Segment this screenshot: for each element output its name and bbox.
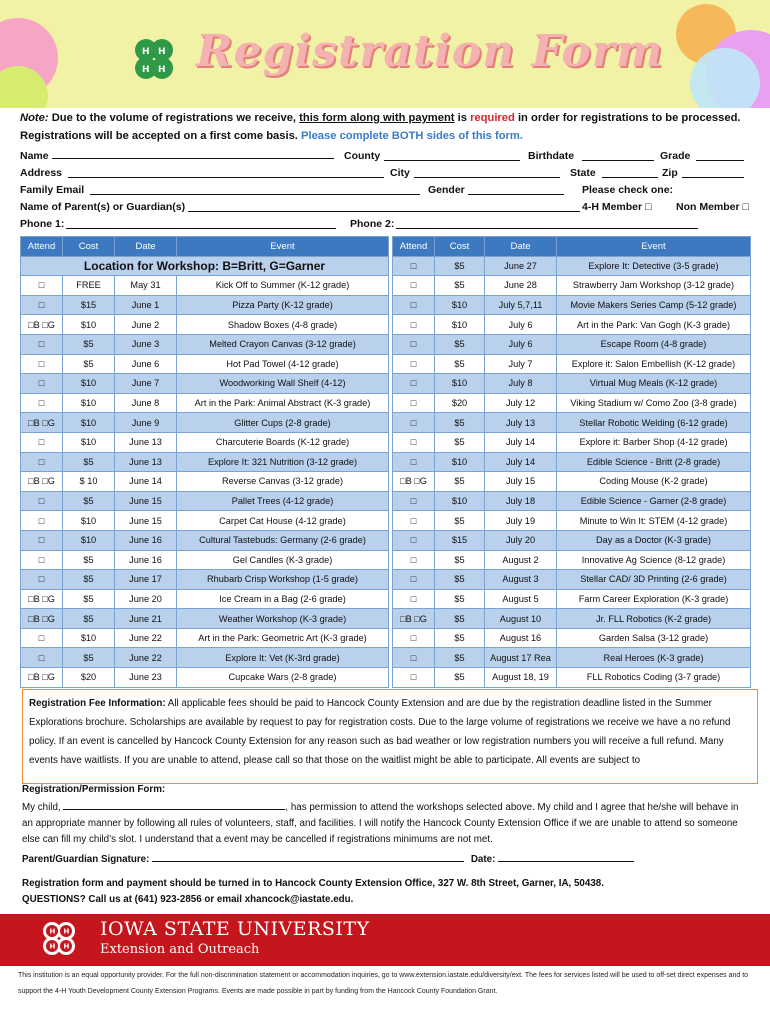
attend-checkbox[interactable]: □ xyxy=(21,276,63,296)
cost-cell: $5 xyxy=(63,334,115,354)
event-cell: Shadow Boxes (4-8 grade) xyxy=(177,315,389,335)
cost-cell: $5 xyxy=(435,276,485,296)
attend-checkbox[interactable]: □ xyxy=(21,295,63,315)
cost-cell: $5 xyxy=(435,550,485,570)
event-cell: Coding Mouse (K-2 grade) xyxy=(557,472,751,492)
attend-checkbox[interactable]: □ xyxy=(21,570,63,590)
member-checkbox[interactable]: 4-H Member □ xyxy=(582,201,652,213)
cost-cell: $5 xyxy=(435,472,485,492)
cost-cell: $5 xyxy=(435,668,485,688)
attend-checkbox[interactable]: □ xyxy=(393,393,435,413)
date-cell: June 1 xyxy=(115,295,177,315)
date-cell: July 8 xyxy=(485,374,557,394)
table-row xyxy=(21,452,751,472)
phone2-label: Phone 2: xyxy=(350,218,395,230)
date-cell: June 20 xyxy=(115,589,177,609)
questions-text: QUESTIONS? Call us at (641) 923-2856 or email xhancock@iastate.edu. xyxy=(22,894,354,905)
date-cell: August 17 Rea xyxy=(485,648,557,668)
table-header xyxy=(21,237,751,257)
fee-info-box xyxy=(22,689,758,784)
event-cell: Rhubarb Crisp Workshop (1-5 grade) xyxy=(177,570,389,590)
isu-extension: Extension and Outreach xyxy=(100,942,260,957)
attend-checkbox[interactable]: □ xyxy=(393,432,435,452)
event-cell: Escape Room (4-8 grade) xyxy=(557,334,751,354)
event-cell: Virtual Mug Meals (K-12 grade) xyxy=(557,374,751,394)
date-cell: June 22 xyxy=(115,648,177,668)
attend-checkbox[interactable]: □B □G xyxy=(21,668,63,688)
svg-text:H: H xyxy=(49,942,56,951)
turn-in-text: Registration form and payment should be turned in to Hancock County Extension Office, 327 W. 8th Street, Garner, IA, 50438. xyxy=(22,878,604,889)
note-text xyxy=(20,109,760,145)
event-cell: Woodworking Wall Shelf (4-12) xyxy=(177,374,389,394)
table-row xyxy=(21,609,751,629)
attend-checkbox[interactable]: □ xyxy=(21,452,63,472)
attend-checkbox[interactable]: □ xyxy=(21,628,63,648)
table-row xyxy=(21,334,751,354)
fee-label: Registration Fee Information: xyxy=(29,698,166,709)
cost-cell: $10 xyxy=(435,374,485,394)
cost-cell: $5 xyxy=(63,452,115,472)
date-cell: June 15 xyxy=(115,511,177,531)
event-cell: Pizza Party (K-12 grade) xyxy=(177,295,389,315)
date-cell: June 16 xyxy=(115,550,177,570)
event-cell: Explore it: Salon Embellish (K-12 grade) xyxy=(557,354,751,374)
col-header: Cost xyxy=(63,237,115,257)
cost-cell: $5 xyxy=(63,354,115,374)
attend-checkbox[interactable]: □ xyxy=(393,354,435,374)
attend-checkbox[interactable]: □B □G xyxy=(393,472,435,492)
event-cell: Pallet Trees (4-12 grade) xyxy=(177,491,389,511)
event-cell: Explore It: Vet (K-3rd grade) xyxy=(177,648,389,668)
table-row xyxy=(21,511,751,531)
date-cell: June 21 xyxy=(115,609,177,629)
cost-cell: $10 xyxy=(63,315,115,335)
attend-checkbox[interactable]: □B □G xyxy=(21,472,63,492)
date-cell: June 14 xyxy=(115,472,177,492)
col-header: Attend xyxy=(393,237,435,257)
event-cell: Edible Science - Garner (2-8 grade) xyxy=(557,491,751,511)
date-cell: July 14 xyxy=(485,432,557,452)
signature-field[interactable] xyxy=(152,854,464,865)
attend-checkbox[interactable]: □ xyxy=(393,530,435,550)
cost-cell: $15 xyxy=(435,530,485,550)
date-cell: May 31 xyxy=(115,276,177,296)
permission-heading: Registration/Permission Form: xyxy=(22,784,166,795)
date-cell: June 7 xyxy=(115,374,177,394)
cost-cell: $5 xyxy=(435,256,485,276)
attend-checkbox[interactable]: □ xyxy=(393,668,435,688)
table-row xyxy=(21,256,751,276)
date-cell: June 3 xyxy=(115,334,177,354)
4h-clover-icon xyxy=(128,34,180,86)
attend-checkbox[interactable]: □ xyxy=(21,530,63,550)
permission-text: , has permission to attend the workshops selected above. My child and I agree that he/she will behave in an appropriate manner by following all rules of volunteers, staff, and facilities. I will notify the Hancock County Extension Office if we are unable to attend so someone else can fill my child’s slot. I understand that a event may be cancelled if registrations minimums are not met. xyxy=(22,802,739,845)
event-cell: Art in the Park: Geometric Art (K-3 grade) xyxy=(177,628,389,648)
cost-cell: $10 xyxy=(435,315,485,335)
event-cell: Hot Pad Towel (4-12 grade) xyxy=(177,354,389,374)
attend-checkbox[interactable]: □ xyxy=(21,374,63,394)
date-cell: July 5,7,11 xyxy=(485,295,557,315)
attend-checkbox[interactable]: □B □G xyxy=(21,609,63,629)
county-label: County xyxy=(344,150,381,162)
cost-cell: $10 xyxy=(63,393,115,413)
attend-checkbox[interactable]: □ xyxy=(393,295,435,315)
date-cell: July 7 xyxy=(485,354,557,374)
birthdate-label: Birthdate xyxy=(528,150,575,162)
attend-checkbox[interactable]: □ xyxy=(21,354,63,374)
col-header: Cost xyxy=(435,237,485,257)
event-cell: Ice Cream in a Bag (2-6 grade) xyxy=(177,589,389,609)
header-banner xyxy=(0,0,770,108)
family-email-label: Family Email xyxy=(20,184,85,196)
attend-checkbox[interactable]: □ xyxy=(393,570,435,590)
cost-cell: $10 xyxy=(435,295,485,315)
attend-checkbox[interactable]: □ xyxy=(21,393,63,413)
phone1-label: Phone 1: xyxy=(20,218,65,230)
table-row xyxy=(21,491,751,511)
cost-cell: $5 xyxy=(63,589,115,609)
child-name-field[interactable] xyxy=(63,802,285,813)
col-header: Event xyxy=(557,237,751,257)
date-cell: July 14 xyxy=(485,452,557,472)
check-one-label: Please check one: xyxy=(582,184,674,196)
date-cell: June 28 xyxy=(485,276,557,296)
date-cell: July 6 xyxy=(485,334,557,354)
col-header: Date xyxy=(485,237,557,257)
note-underlined: this form along with payment xyxy=(299,112,455,124)
attend-checkbox[interactable]: □ xyxy=(21,491,63,511)
cost-cell: $10 xyxy=(63,511,115,531)
table-row xyxy=(21,393,751,413)
col-header: Attend xyxy=(21,237,63,257)
table-row xyxy=(21,589,751,609)
grade-label: Grade xyxy=(660,150,691,162)
table-row xyxy=(21,472,751,492)
note-part: Registrations will be accepted on a first come basis. xyxy=(20,130,302,142)
note-part: in order for registrations to be processed. xyxy=(514,112,741,124)
col-header: Event xyxy=(177,237,389,257)
cost-cell: $ 10 xyxy=(63,472,115,492)
date-cell: June 15 xyxy=(115,491,177,511)
event-cell: Farm Career Exploration (K-3 grade) xyxy=(557,589,751,609)
event-cell: Cultural Tastebuds: Germany (2-6 grade) xyxy=(177,530,389,550)
address-label: Address xyxy=(20,167,63,179)
attend-checkbox[interactable]: □ xyxy=(393,256,435,276)
svg-text:H: H xyxy=(142,65,150,75)
name-label: Name xyxy=(20,150,49,162)
attend-checkbox[interactable]: □ xyxy=(21,648,63,668)
cost-cell: $10 xyxy=(63,628,115,648)
disclaimer: This institution is an equal opportunity provider. For the full non-discrimination statement or accommodation inquiries, go to www.extension.iastate.edu/diversity/ext. The fees for services listed will be used to off-set direct expenses and to support the 4-H Youth Development County Extension Programs. Events are made possible in part by funding from the Hancock County Foundation Grant. xyxy=(18,972,749,995)
event-cell: Melted Crayon Canvas (3-12 grade) xyxy=(177,334,389,354)
cost-cell: $15 xyxy=(63,295,115,315)
table-row xyxy=(21,295,751,315)
event-cell: Edible Science - Britt (2-8 grade) xyxy=(557,452,751,472)
isu-clover-icon xyxy=(38,918,80,960)
cost-cell: $10 xyxy=(63,374,115,394)
cost-cell: $5 xyxy=(435,511,485,531)
cost-cell: $5 xyxy=(435,432,485,452)
attend-checkbox[interactable]: □ xyxy=(393,374,435,394)
event-cell: Weather Workshop (K-3 grade) xyxy=(177,609,389,629)
table-row xyxy=(21,413,751,433)
svg-text:H: H xyxy=(63,942,70,951)
svg-text:H: H xyxy=(49,927,56,936)
date-cell: July 12 xyxy=(485,393,557,413)
col-header: Date xyxy=(115,237,177,257)
date-cell: June 9 xyxy=(115,413,177,433)
table-row xyxy=(21,648,751,668)
event-cell: Art in the Park: Animal Abstract (K-3 grade) xyxy=(177,393,389,413)
event-cell: FLL Robotics Coding (3-7 grade) xyxy=(557,668,751,688)
svg-text:H: H xyxy=(142,47,150,57)
event-cell: Movie Makers Series Camp (5-12 grade) xyxy=(557,295,751,315)
cost-cell: $10 xyxy=(63,432,115,452)
permission-section xyxy=(22,782,752,908)
date-cell: June 16 xyxy=(115,530,177,550)
date-cell: August 3 xyxy=(485,570,557,590)
cost-cell: $5 xyxy=(63,550,115,570)
attend-checkbox[interactable]: □ xyxy=(393,628,435,648)
attend-checkbox[interactable]: □B □G xyxy=(393,609,435,629)
location-legend: Location for Workshop: B=Britt, G=Garner xyxy=(21,256,389,276)
table-row xyxy=(21,374,751,394)
event-cell: Cupcake Wars (2-8 grade) xyxy=(177,668,389,688)
event-cell: Kick Off to Summer (K-12 grade) xyxy=(177,276,389,296)
event-cell: Day as a Doctor (K-3 grade) xyxy=(557,530,751,550)
event-cell: Explore It: 321 Nutrition (3-12 grade) xyxy=(177,452,389,472)
event-cell: Garden Salsa (3-12 grade) xyxy=(557,628,751,648)
isu-name: IOWA STATE UNIVERSITY xyxy=(100,918,370,940)
event-cell: Gel Candles (K-3 grade) xyxy=(177,550,389,570)
event-cell: Explore it: Barber Shop (4-12 grade) xyxy=(557,432,751,452)
table-row xyxy=(21,668,751,688)
date-cell: June 17 xyxy=(115,570,177,590)
cost-cell: $5 xyxy=(435,589,485,609)
cost-cell: $10 xyxy=(63,413,115,433)
date-cell: July 20 xyxy=(485,530,557,550)
event-cell: Real Heroes (K-3 grade) xyxy=(557,648,751,668)
event-cell: Jr. FLL Robotics (K-2 grade) xyxy=(557,609,751,629)
event-cell: Innovative Ag Science (8-12 grade) xyxy=(557,550,751,570)
table-row xyxy=(21,276,751,296)
cost-cell: $20 xyxy=(63,668,115,688)
cost-cell: $5 xyxy=(63,570,115,590)
attend-checkbox[interactable]: □B □G xyxy=(21,315,63,335)
attend-checkbox[interactable]: □ xyxy=(21,334,63,354)
attend-checkbox[interactable]: □ xyxy=(393,413,435,433)
date-cell: June 13 xyxy=(115,432,177,452)
svg-text:H: H xyxy=(158,47,166,57)
cost-cell: $20 xyxy=(435,393,485,413)
cost-cell: $5 xyxy=(435,648,485,668)
note-label: Note: xyxy=(20,112,49,124)
date-cell: August 16 xyxy=(485,628,557,648)
date-cell: June 22 xyxy=(115,628,177,648)
date-cell: July 6 xyxy=(485,315,557,335)
parents-label: Name of Parent(s) or Guardian(s) xyxy=(20,201,186,213)
date-cell: August 18, 19 xyxy=(485,668,557,688)
workshop-table xyxy=(20,236,751,688)
gender-label: Gender xyxy=(428,184,465,196)
signature-label: Parent/Guardian Signature: xyxy=(22,854,150,865)
attend-checkbox[interactable]: □ xyxy=(21,432,63,452)
date-cell: June 23 xyxy=(115,668,177,688)
table-row xyxy=(21,570,751,590)
cost-cell: $5 xyxy=(63,491,115,511)
attend-checkbox[interactable]: □B □G xyxy=(21,413,63,433)
note-part: is xyxy=(454,112,471,124)
attend-checkbox[interactable]: □ xyxy=(393,491,435,511)
attend-checkbox[interactable]: □ xyxy=(21,550,63,570)
event-cell: Strawberry Jam Workshop (3-12 grade) xyxy=(557,276,751,296)
table-row xyxy=(21,530,751,550)
event-cell: Explore It: Detective (3-5 grade) xyxy=(557,256,751,276)
date-cell: June 2 xyxy=(115,315,177,335)
date-cell: June 13 xyxy=(115,452,177,472)
cost-cell: $5 xyxy=(435,609,485,629)
event-cell: Carpet Cat House (4-12 grade) xyxy=(177,511,389,531)
event-cell: Art in the Park: Van Gogh (K-3 grade) xyxy=(557,315,751,335)
attend-checkbox[interactable]: □ xyxy=(21,511,63,531)
attend-checkbox[interactable]: □ xyxy=(393,648,435,668)
date-cell: July 13 xyxy=(485,413,557,433)
cost-cell: FREE xyxy=(63,276,115,296)
date-cell: August 2 xyxy=(485,550,557,570)
attend-checkbox[interactable]: □ xyxy=(393,452,435,472)
cost-cell: $5 xyxy=(435,570,485,590)
non-member-checkbox[interactable]: Non Member □ xyxy=(676,201,749,213)
student-info-fields xyxy=(20,148,760,233)
table-row xyxy=(21,550,751,570)
cost-cell: $5 xyxy=(435,628,485,648)
name-field[interactable] xyxy=(52,149,334,159)
attend-checkbox[interactable]: □ xyxy=(393,315,435,335)
cost-cell: $10 xyxy=(63,530,115,550)
my-child-label: My child, xyxy=(22,802,61,813)
page-title: Registration Form xyxy=(196,26,664,77)
event-cell: Viking Stadium w/ Como Zoo (3-8 grade) xyxy=(557,393,751,413)
event-cell: Glitter Cups (2-8 grade) xyxy=(177,413,389,433)
date-cell: June 6 xyxy=(115,354,177,374)
cost-cell: $5 xyxy=(435,413,485,433)
table-row xyxy=(21,432,751,452)
date-cell: June 8 xyxy=(115,393,177,413)
table-row xyxy=(21,628,751,648)
date-cell: July 15 xyxy=(485,472,557,492)
state-label: State xyxy=(570,167,596,179)
note-both-sides: Please complete BOTH sides of this form. xyxy=(301,130,523,142)
cost-cell: $5 xyxy=(435,354,485,374)
date-label: Date: xyxy=(470,854,496,865)
attend-checkbox[interactable]: □ xyxy=(393,589,435,609)
cost-cell: $10 xyxy=(435,491,485,511)
event-cell: Charcuterie Boards (K-12 grade) xyxy=(177,432,389,452)
isu-logo xyxy=(38,918,370,965)
zip-label: Zip xyxy=(662,167,678,179)
attend-checkbox[interactable]: □B □G xyxy=(21,589,63,609)
event-cell: Reverse Canvas (3-12 grade) xyxy=(177,472,389,492)
event-cell: Stellar CAD/ 3D Printing (2-6 grade) xyxy=(557,570,751,590)
table-row xyxy=(21,354,751,374)
event-cell: Minute to Win It: STEM (4-12 grade) xyxy=(557,511,751,531)
date-cell: August 5 xyxy=(485,589,557,609)
attend-checkbox[interactable]: □ xyxy=(393,334,435,354)
table-row xyxy=(21,315,751,335)
attend-checkbox[interactable]: □ xyxy=(393,550,435,570)
cost-cell: $5 xyxy=(63,609,115,629)
city-label: City xyxy=(390,167,410,179)
cost-cell: $10 xyxy=(435,452,485,472)
note-required: required xyxy=(470,112,515,124)
cost-cell: $5 xyxy=(435,334,485,354)
date-cell: August 10 xyxy=(485,609,557,629)
date-cell: July 19 xyxy=(485,511,557,531)
fee-text: All applicable fees should be paid to Hancock County Extension and are due by the registration deadline listed in the Summer Explorations brochure. Scholarships are available by request to pay for registration costs. Due to the large volume of registrations we receive we have a no refund policy. If an event is cancelled by Hancock County Extension for any reason such as bad weather or low registration numbers you will receive a full refund. Many events have waitlists. If you are unable to attend, please call so that those on the waitlist might be able to participate. All events are subject to xyxy=(29,698,731,766)
cost-cell: $5 xyxy=(63,648,115,668)
svg-text:H: H xyxy=(63,927,70,936)
date-field[interactable] xyxy=(498,854,634,865)
svg-text:H: H xyxy=(158,65,166,75)
date-cell: July 18 xyxy=(485,491,557,511)
date-cell: June 27 xyxy=(485,256,557,276)
event-cell: Stellar Robotic Welding (6-12 grade) xyxy=(557,413,751,433)
note-part: Due to the volume of registrations we receive, xyxy=(48,112,300,124)
attend-checkbox[interactable]: □ xyxy=(393,511,435,531)
attend-checkbox[interactable]: □ xyxy=(393,276,435,296)
